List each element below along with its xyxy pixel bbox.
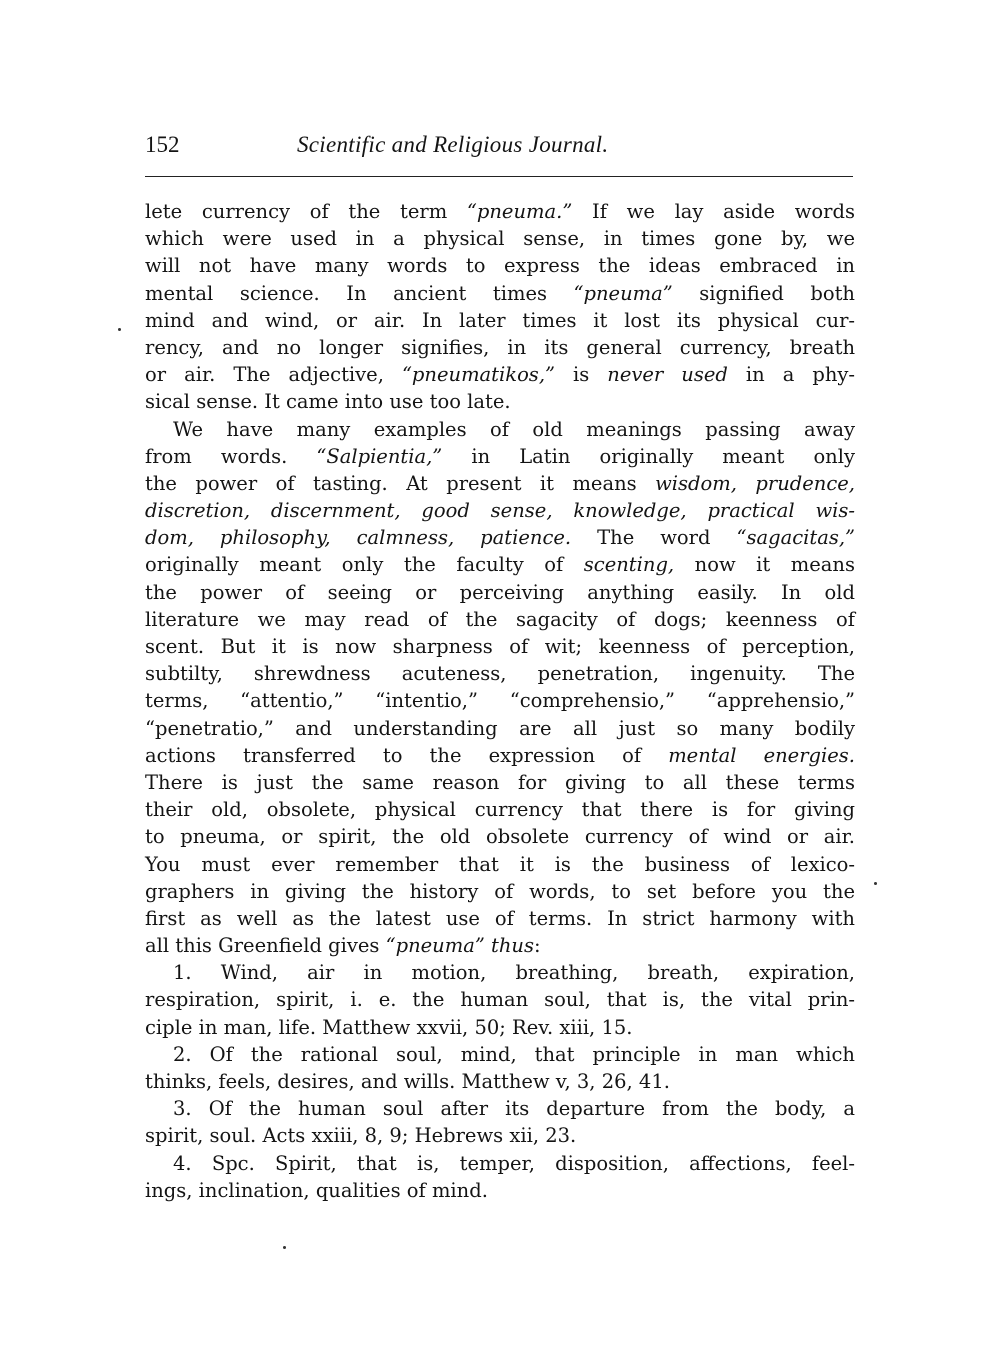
- text-line: [145, 1177, 855, 1204]
- text-fragment: respiration, spirit, i. e. the human soul, that is, the vital prin-: [145, 988, 855, 1012]
- text-fragment: :: [533, 934, 541, 958]
- italic-text: “pneuma”: [573, 281, 673, 305]
- italic-text: “pneumatikos,”: [401, 363, 555, 387]
- text-fragment: sical sense. It came into use too late.: [145, 390, 511, 414]
- text-fragment: will not have many words to express the ideas embraced in: [145, 254, 855, 278]
- text-fragment: 4. Spc. Spirit, that is, temper, disposition, affections, feel-: [173, 1151, 855, 1175]
- header-rule: [145, 176, 853, 177]
- text-line: [145, 932, 855, 959]
- text-line: [145, 823, 855, 850]
- body-text: [145, 198, 855, 1204]
- text-fragment: The word: [571, 526, 737, 550]
- text-line: [145, 687, 855, 714]
- text-line: [145, 660, 855, 687]
- page-header: [145, 132, 853, 162]
- text-fragment: If we lay aside words: [572, 200, 855, 223]
- text-fragment: rency, and no longer signifies, in its general currency, breath: [145, 335, 855, 359]
- text-fragment: in Latin originally meant only: [442, 444, 855, 468]
- text-fragment: now it means: [674, 553, 855, 577]
- text-fragment: You must ever remember that it is the business of lexico-: [145, 852, 855, 876]
- text-fragment: mind and wind, or air. In later times it lost its physical cur-: [145, 308, 855, 332]
- text-fragment: literature we may read of the sagacity of dogs; keenness of: [145, 607, 855, 631]
- text-fragment: 2. Of the rational soul, mind, that principle in man which: [173, 1042, 855, 1066]
- text-fragment: in a phy-: [727, 363, 856, 387]
- italic-text: “pneuma” thus: [385, 934, 534, 958]
- text-fragment: terms, “attentio,” “intentio,” “comprehensio,” “apprehensio,”: [145, 689, 855, 713]
- text-line: [145, 334, 855, 361]
- text-line: [145, 986, 855, 1013]
- italic-text: “pneuma.”: [466, 200, 573, 223]
- text-line: [145, 1068, 855, 1095]
- italic-text: wisdom, prudence,: [655, 471, 855, 495]
- italic-text: never used: [607, 363, 728, 387]
- print-speck: [118, 328, 121, 331]
- text-fragment: all this Greenfield gives: [145, 934, 386, 958]
- text-fragment: actions transferred to the expression of: [145, 743, 669, 767]
- text-line: [145, 551, 855, 578]
- text-line: [145, 388, 855, 415]
- text-line: [145, 1150, 855, 1177]
- text-line: [145, 280, 855, 307]
- text-fragment: ings, inclination, qualities of mind.: [145, 1178, 488, 1202]
- text-fragment: 1. Wind, air in motion, breathing, breath, expiration,: [173, 961, 855, 985]
- italic-text: scenting,: [583, 553, 675, 577]
- text-fragment: originally meant only the faculty of: [145, 553, 584, 577]
- text-line: [145, 905, 855, 932]
- italic-text: discretion, discernment, good sense, knowledge, practical wis-: [145, 499, 855, 523]
- text-line: [145, 742, 855, 769]
- text-fragment: “penetratio,” and understanding are all just so many bodily: [145, 716, 855, 740]
- text-line: [145, 416, 855, 443]
- text-fragment: mental science. In ancient times: [145, 281, 574, 305]
- italic-text: mental energies.: [668, 743, 855, 767]
- text-fragment: the power of tasting. At present it means: [145, 471, 656, 495]
- text-line: [145, 1041, 855, 1068]
- text-line: [145, 497, 855, 524]
- text-line: [145, 715, 855, 742]
- page-number: 152: [145, 132, 180, 157]
- text-line: [145, 606, 855, 633]
- text-fragment: from words.: [145, 444, 317, 468]
- text-line: [145, 225, 855, 252]
- text-fragment: which were used in a physical sense, in times gone by, we: [145, 227, 855, 251]
- text-line: [145, 307, 855, 334]
- text-line: [145, 851, 855, 878]
- text-line: [145, 443, 855, 470]
- text-fragment: signified both: [672, 281, 855, 305]
- text-line: [145, 1095, 855, 1122]
- text-line: [145, 198, 855, 225]
- italic-text: “sagacitas,”: [736, 526, 855, 550]
- text-line: [145, 524, 855, 551]
- text-line: [145, 769, 855, 796]
- text-line: [145, 579, 855, 606]
- text-fragment: There is just the same reason for giving to all these terms: [145, 770, 855, 794]
- italic-text: dom, philosophy, calmness, patience.: [145, 526, 572, 550]
- text-line: [145, 878, 855, 905]
- text-fragment: thinks, feels, desires, and wills. Matthew v, 3, 26, 41.: [145, 1070, 670, 1093]
- print-speck: [283, 1246, 286, 1249]
- text-fragment: We have many examples of old meanings passing away: [173, 417, 855, 441]
- text-fragment: ciple in man, life. Matthew xxvii, 50; Rev. xiii, 15.: [145, 1015, 633, 1039]
- text-fragment: or air. The adjective,: [145, 363, 402, 387]
- text-fragment: spirit, soul. Acts xxiii, 8, 9; Hebrews xii, 23.: [145, 1124, 577, 1148]
- text-fragment: their old, obsolete, physical currency that there is for giving: [145, 798, 855, 822]
- text-fragment: to pneuma, or spirit, the old obsolete currency of wind or air.: [145, 825, 855, 849]
- running-title: Scientific and Religious Journal.: [297, 132, 609, 157]
- text-line: [145, 959, 855, 986]
- text-fragment: 3. Of the human soul after its departure from the body, a: [173, 1097, 855, 1121]
- text-fragment: scent. But it is now sharpness of wit; keenness of perception,: [145, 635, 855, 658]
- text-line: [145, 361, 855, 388]
- text-fragment: the power of seeing or perceiving anything easily. In old: [145, 580, 855, 604]
- text-line: [145, 1014, 855, 1041]
- text-line: [145, 1122, 855, 1149]
- print-speck: [874, 882, 877, 885]
- text-fragment: graphers in giving the history of words, to set before you the: [145, 879, 855, 903]
- text-line: [145, 252, 855, 279]
- text-fragment: first as well as the latest use of terms. In strict harmony with: [145, 906, 855, 930]
- text-line: [145, 470, 855, 497]
- text-line: [145, 633, 855, 660]
- text-fragment: lete currency of the term: [145, 200, 467, 223]
- text-line: [145, 796, 855, 823]
- text-fragment: subtilty, shrewdness acuteness, penetration, ingenuity. The: [145, 662, 855, 686]
- italic-text: “Salpientia,”: [316, 444, 443, 468]
- text-fragment: is: [554, 363, 608, 387]
